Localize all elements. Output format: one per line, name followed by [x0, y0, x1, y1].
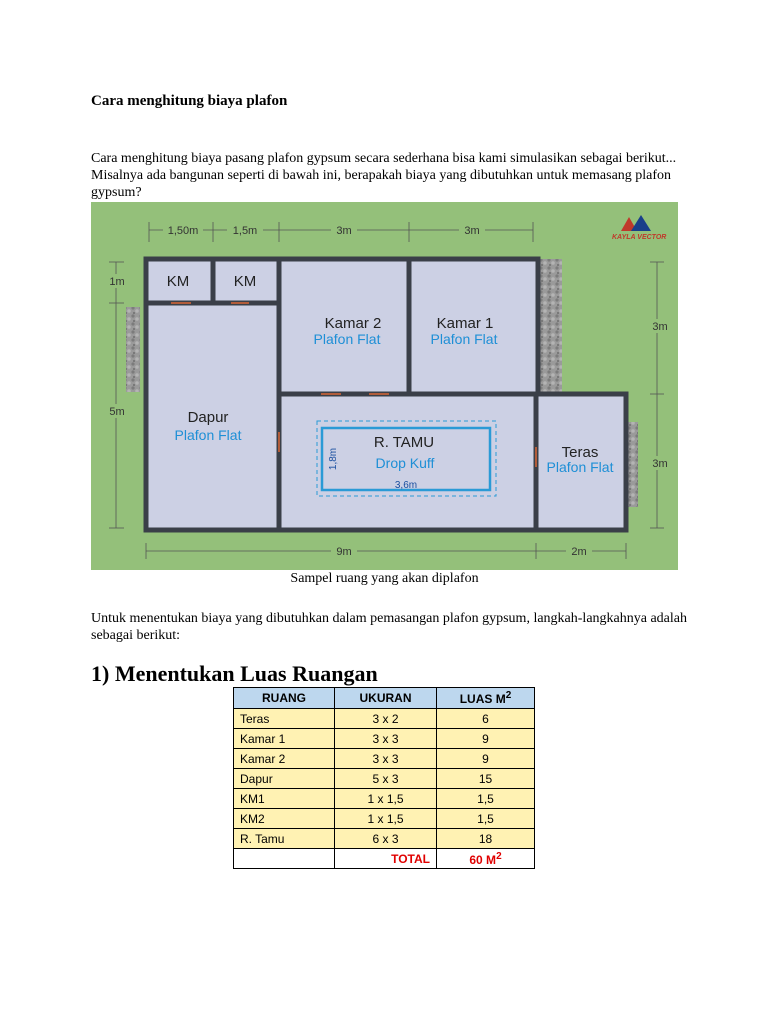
dim-right-3b: 3m — [652, 458, 668, 470]
stone-path-right — [538, 259, 562, 394]
cell-luas: 15 — [437, 769, 535, 789]
cell-luas: 1,5 — [437, 789, 535, 809]
cell-luas: 9 — [437, 729, 535, 749]
dim-inner-36: 3,6m — [394, 480, 418, 491]
table-row — [234, 709, 535, 729]
dim-inner-18: 1,8m — [328, 447, 339, 471]
cell-luas: 1,5 — [437, 809, 535, 829]
room-kamar2-label: Kamar 2 — [324, 315, 382, 332]
cell-ukuran: 5 x 3 — [335, 769, 437, 789]
cell-ruang: Dapur — [234, 769, 335, 789]
stone-path-left — [126, 307, 140, 392]
header-luas-text: LUAS M — [459, 692, 506, 706]
cell-ruang: Kamar 1 — [234, 729, 335, 749]
floor-plan-figure — [91, 202, 678, 570]
cell-ruang: Teras — [234, 709, 335, 729]
area-table — [233, 687, 535, 869]
dim-top-15: 1,5m — [232, 225, 258, 237]
total-empty-cell — [234, 849, 335, 869]
total-value-sup: 2 — [496, 850, 502, 862]
cell-ukuran: 3 x 3 — [335, 729, 437, 749]
room-kamar2-ceiling: Plafon Flat — [313, 331, 381, 347]
total-value-text: 60 M — [469, 852, 497, 867]
section-heading: 1) Menentukan Luas Ruangan — [91, 661, 378, 686]
cell-ukuran: 3 x 3 — [335, 749, 437, 769]
header-luas — [437, 688, 535, 709]
total-label: TOTAL — [335, 849, 437, 869]
table-header-row — [234, 688, 535, 709]
header-luas-sup: 2 — [505, 690, 512, 701]
dim-bottom-9: 9m — [336, 546, 352, 558]
room-teras-ceiling: Plafon Flat — [546, 459, 614, 475]
steps-intro-paragraph: Untuk menentukan biaya yang dibutuhkan dalam pemasangan plafon gypsum, langkah-langkahnya adalah sebagai berikut: — [91, 611, 687, 643]
room-km1-label: KM — [166, 273, 190, 290]
cell-ruang: KM1 — [234, 789, 335, 809]
dim-left-5: 5m — [109, 406, 125, 418]
room-kamar1-ceiling: Plafon Flat — [430, 331, 498, 347]
room-dapur-ceiling: Plafon Flat — [174, 427, 242, 443]
cell-ukuran: 3 x 2 — [335, 709, 437, 729]
cell-luas: 6 — [437, 709, 535, 729]
dim-bottom-2: 2m — [571, 546, 587, 558]
total-value — [437, 849, 535, 869]
dim-top-3b: 3m — [464, 225, 480, 237]
room-teras-label: Teras — [561, 444, 599, 461]
room-dapur-label: Dapur — [187, 409, 229, 426]
table-row — [234, 789, 535, 809]
room-km2-label: KM — [233, 273, 257, 290]
dim-top-3a: 3m — [336, 225, 352, 237]
table-row — [234, 829, 535, 849]
cell-ukuran: 1 x 1,5 — [335, 789, 437, 809]
dim-right-3a: 3m — [652, 321, 668, 333]
header-ukuran: UKURAN — [335, 688, 437, 709]
figure-caption: Sampel ruang yang akan diplafon — [290, 571, 479, 586]
cell-ukuran: 1 x 1,5 — [335, 809, 437, 829]
intro-paragraph: Cara menghitung biaya pasang plafon gypsum secara sederhana bisa kami simulasikan sebagai berikut... Misalnya ada bangunan seperti di bawah ini, berapakah biaya yang dibutuhkan untuk memasang plafon gypsum? — [91, 151, 677, 200]
header-ruang: RUANG — [234, 688, 335, 709]
room-tamu-ceiling: Drop Kuff — [375, 455, 435, 471]
cell-luas: 9 — [437, 749, 535, 769]
cell-ukuran: 6 x 3 — [335, 829, 437, 849]
logo-text: KAYLA VECTOR — [612, 234, 667, 241]
room-kamar1-label: Kamar 1 — [436, 315, 494, 332]
table-row — [234, 769, 535, 789]
table-row — [234, 729, 535, 749]
cell-ruang: R. Tamu — [234, 829, 335, 849]
table-row — [234, 809, 535, 829]
table-row — [234, 749, 535, 769]
cell-luas: 18 — [437, 829, 535, 849]
table-total-row — [234, 849, 535, 869]
dim-top-150: 1,50m — [167, 225, 199, 237]
page-title: Cara menghitung biaya plafon — [91, 93, 288, 109]
stone-path-teras — [627, 422, 638, 507]
cell-ruang: Kamar 2 — [234, 749, 335, 769]
dim-left-1: 1m — [109, 276, 125, 288]
cell-ruang: KM2 — [234, 809, 335, 829]
room-tamu-label: R. TAMU — [373, 434, 435, 451]
